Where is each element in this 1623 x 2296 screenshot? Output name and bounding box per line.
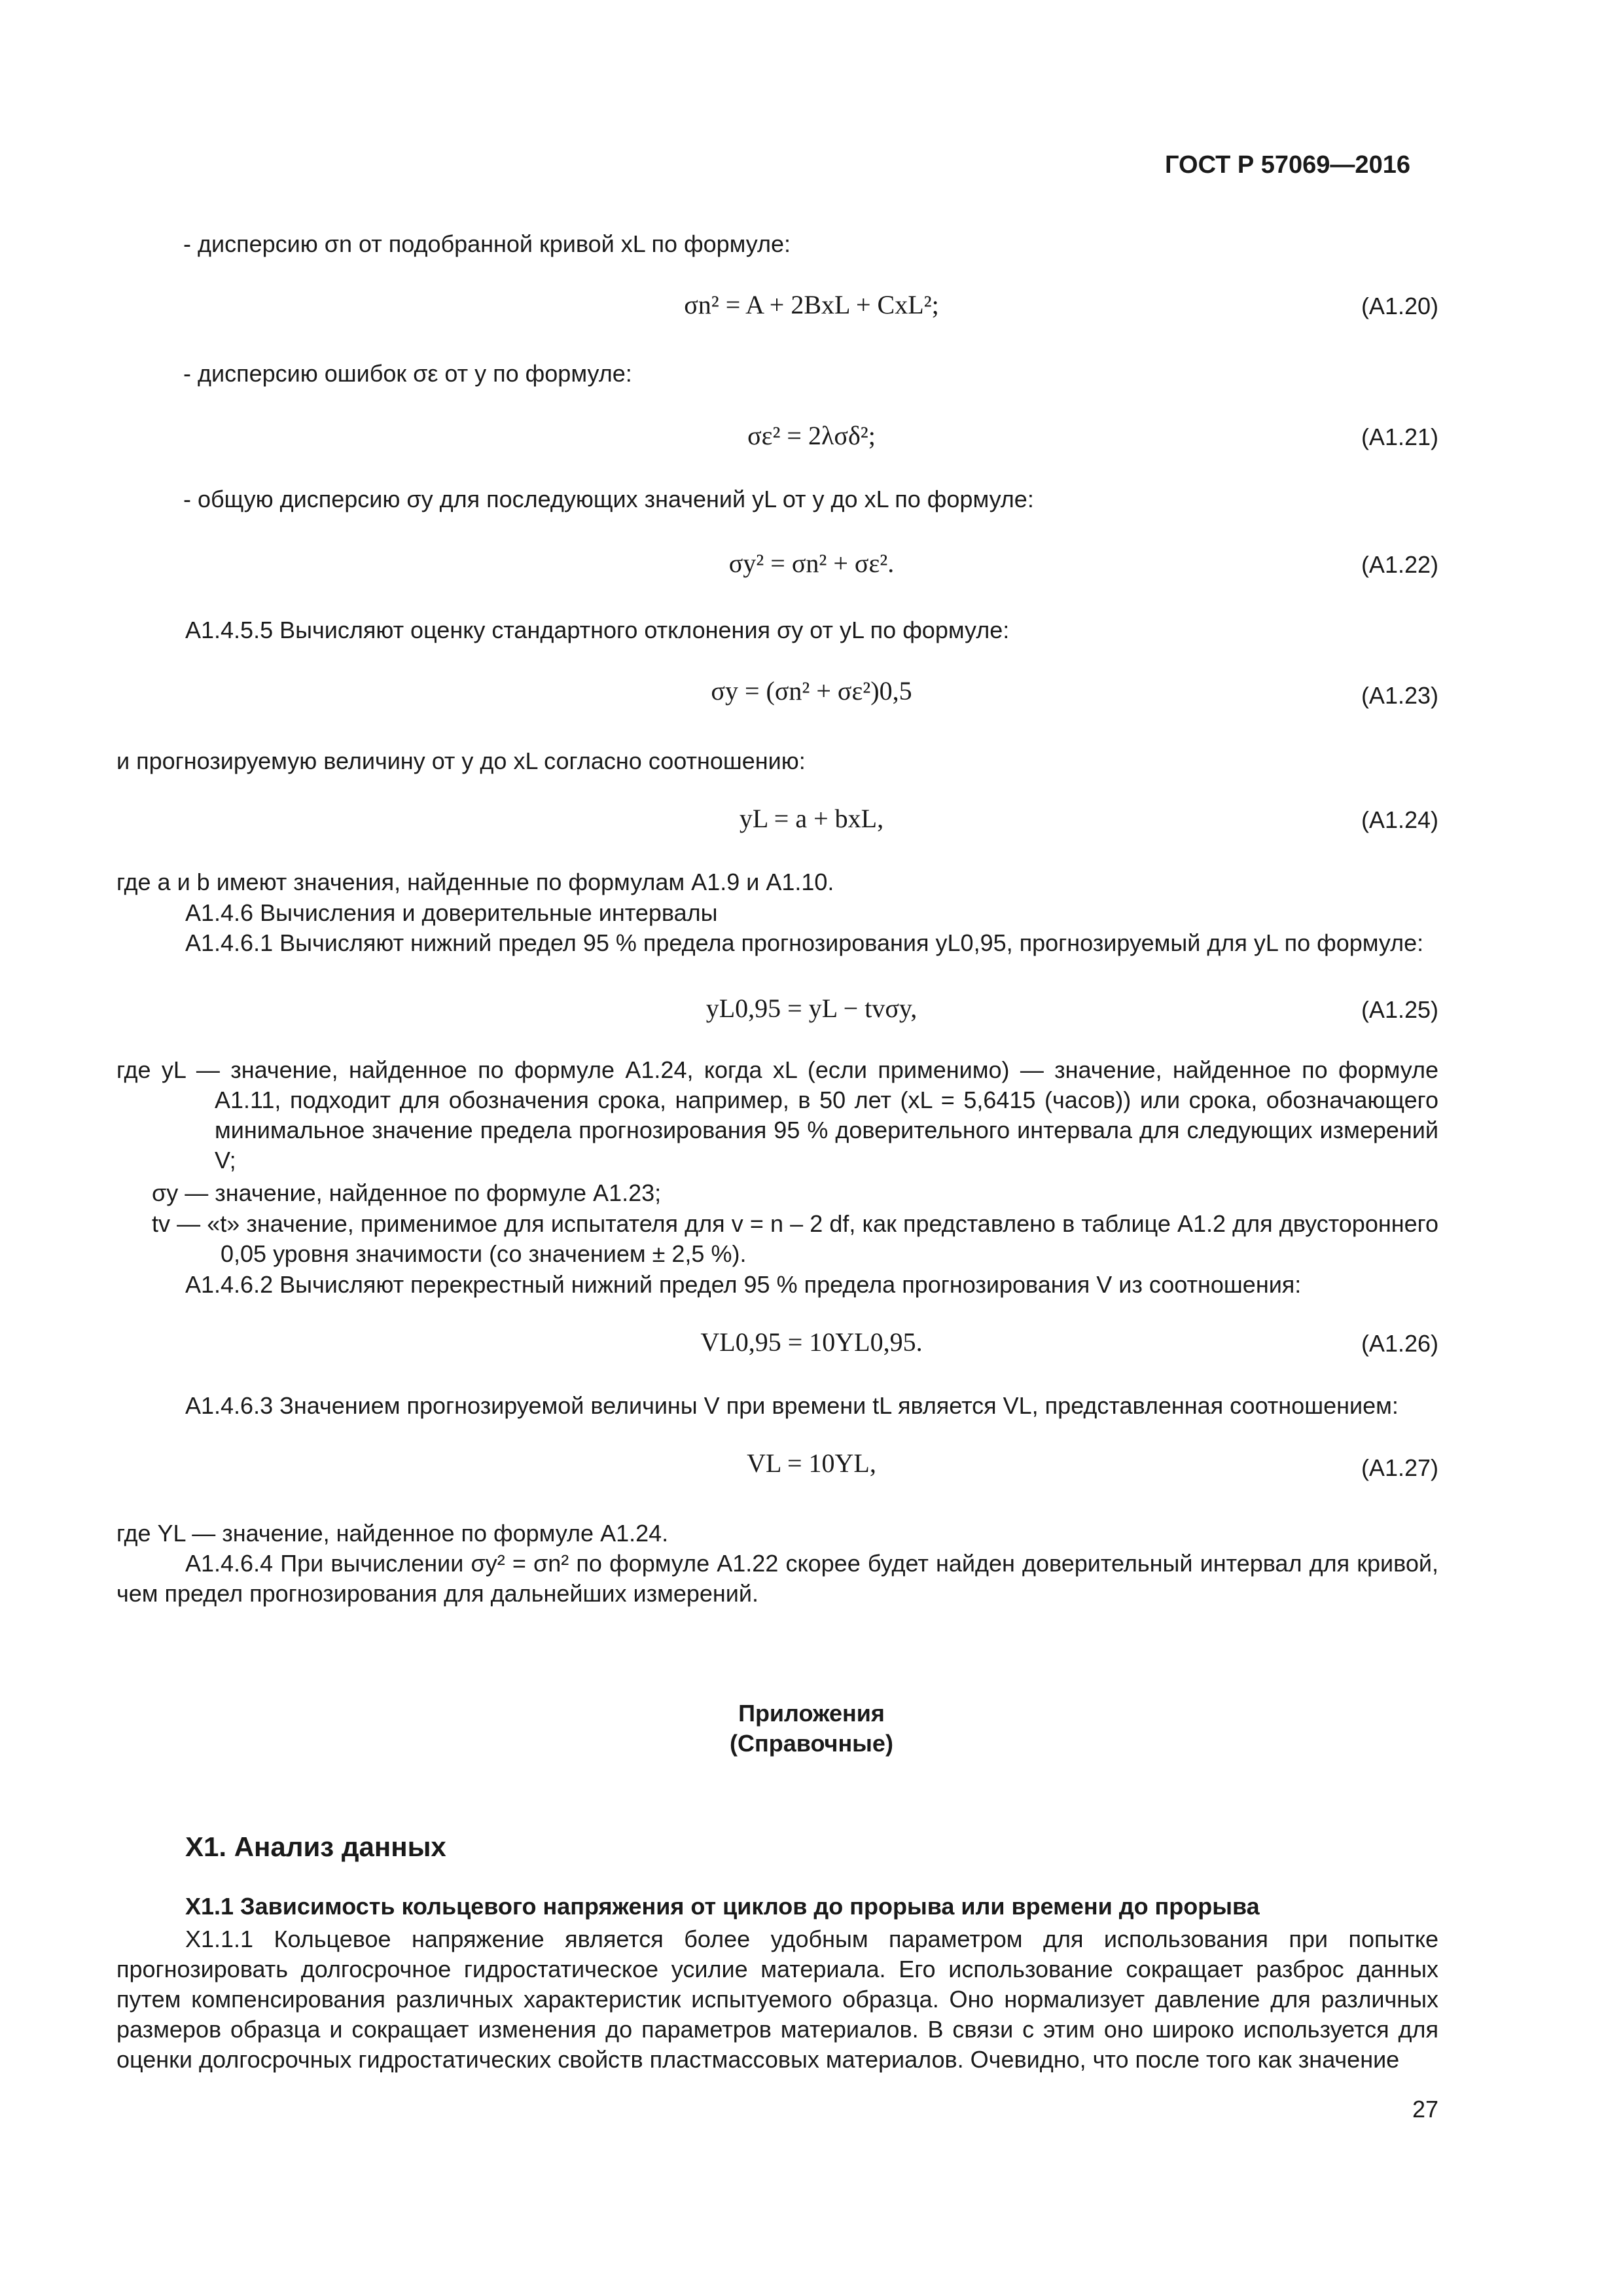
- equation-number: (А1.20): [1361, 293, 1438, 319]
- document-code: ГОСТ Р 57069—2016: [1165, 151, 1410, 179]
- equation-number: (А1.21): [1361, 423, 1438, 450]
- text-line: - дисперсию ошибок σε от y по формуле:: [183, 360, 632, 387]
- formula-a1-23: σy = (σn² + σε²)0,5: [711, 676, 912, 706]
- formula-a1-27: VL = 10YL,: [747, 1448, 876, 1478]
- formula-a1-21: σε² = 2λσδ²;: [747, 421, 876, 450]
- formula-a1-24: yL = a + bxL,: [739, 804, 884, 833]
- equation-number: (А1.23): [1361, 682, 1438, 709]
- equation-number: (А1.24): [1361, 806, 1438, 833]
- formula-a1-25: yL0,95 = yL − tvσy,: [705, 994, 918, 1023]
- paragraph: А1.4.6.4 При вычислении σy² = σn² по формуле А1.22 скорее будет найден доверительный интервал для кривой, чем предел прогнозирования для дальнейших измерений.: [116, 1550, 1438, 1607]
- text-line: - общую дисперсию σy для последующих значений yL от y до xL по формуле:: [183, 486, 1034, 512]
- equation-number: (А1.22): [1361, 551, 1438, 578]
- definition-tv: tv — «t» значение, применимое для испытателя для v = n – 2 df, как представлено в таблице А1.2 для двустороннего 0,05 уровня значимости (со значением ± 2,5 %).: [152, 1210, 1438, 1268]
- appendix-title: Приложения: [738, 1700, 885, 1727]
- paragraph: А1.4.6.1 Вычисляют нижний предел 95 % предела прогнозирования yL0,95, прогнозируемый для yL по формуле:: [185, 929, 1424, 956]
- section-heading: X1. Анализ данных: [185, 1831, 446, 1862]
- definition-sigma-y: σy — значение, найденное по формуле А1.23;: [152, 1179, 662, 1206]
- text-line: А1.4.6.3 Значением прогнозируемой величины V при времени tL является VL, представленная соотношением:: [185, 1392, 1399, 1419]
- formula-a1-26: VL0,95 = 10YL0,95.: [700, 1327, 923, 1357]
- text-line: А1.4.5.5 Вычисляют оценку стандартного отклонения σy от yL по формуле:: [185, 617, 1010, 643]
- text-line: где a и b имеют значения, найденные по формулам А1.9 и А1.10.: [116, 869, 834, 895]
- subsection-heading: X1.1 Зависимость кольцевого напряжения от циклов до прорыва или времени до прорыва: [185, 1893, 1260, 1920]
- definition-yl: где yL — значение, найденное по формуле А1.24, когда xL (если применимо) — значение, найденное по формуле А1.11, подходит для обозначения срока, например, в 50 лет (xL = 5,6415 (часов)) или срока, обозначающего минимальное значение предела прогнозирования 95 % доверительного интервала для следующих измерений V;: [116, 1056, 1438, 1174]
- formula-a1-22: σy² = σn² + σε².: [728, 548, 895, 578]
- text-line: где YL — значение, найденное по формуле А1.24.: [116, 1520, 669, 1547]
- text-line: А1.4.6.2 Вычисляют перекрестный нижний предел 95 % предела прогнозирования V из соотношения:: [185, 1271, 1302, 1298]
- text-line: А1.4.6 Вычисления и доверительные интервалы: [185, 899, 718, 926]
- formula-a1-20: σn² = A + 2BxL + CxL²;: [684, 290, 939, 319]
- paragraph: X1.1.1 Кольцевое напряжение является более удобным параметром для использования при попытке прогнозировать долгосрочное гидростатическое усилие материала. Его использование сокращает разброс данных путем компенсирования различных характеристик испытуемого образца. Оно нормализует давление для различных размеров образца и сокращает изменения до параметров материалов. В связи с этим оно широко используется для оценки долгосрочных гидростатических свойств пластмассовых материалов. Очевидно, что после того как значение: [116, 1926, 1438, 2073]
- equation-number: (А1.25): [1361, 996, 1438, 1023]
- equation-number: (А1.27): [1361, 1454, 1438, 1481]
- page-number: 27: [1412, 2096, 1438, 2123]
- equation-number: (А1.26): [1361, 1330, 1438, 1357]
- text-line: - дисперсию σn от подобранной кривой xL по формуле:: [183, 230, 791, 257]
- appendix-subtitle: (Справочные): [730, 1730, 893, 1757]
- text-line: и прогнозируемую величину от y до xL согласно соотношению:: [116, 747, 806, 774]
